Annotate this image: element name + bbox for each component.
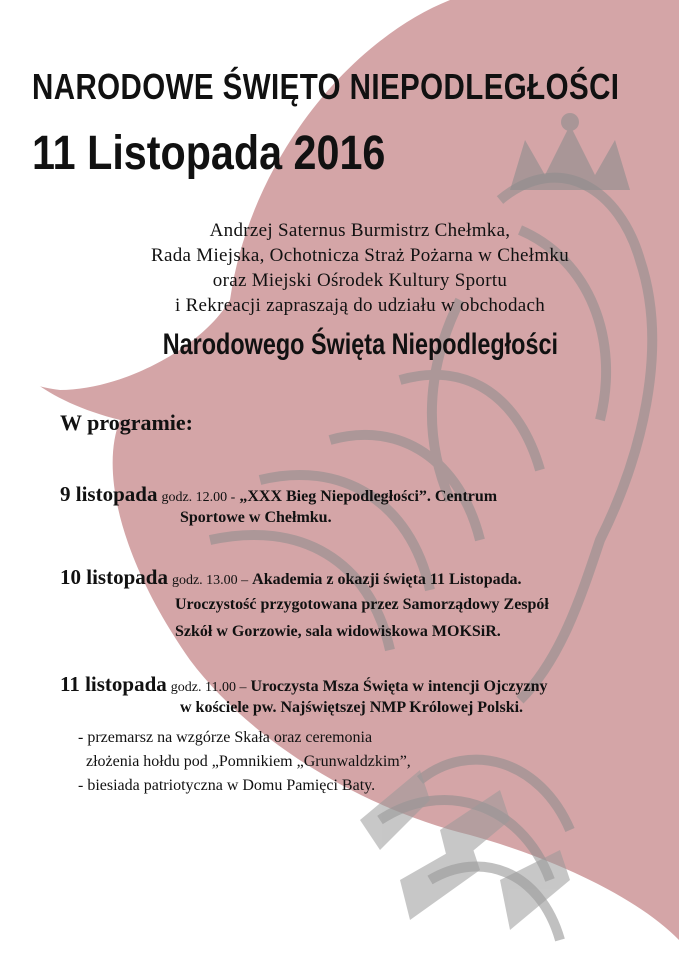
program-item-date: 10 listopada (60, 565, 168, 589)
intro-line: Rada Miejska, Ochotnicza Straż Pożarna w Chełmku (150, 245, 570, 266)
program-item-time: godz. 13.00 – (171, 573, 249, 588)
subitem: złożenia hołdu pod „Pomnikiem „Grunwaldzkim”, (86, 753, 411, 770)
program-item-continuation: w kościele pw. Najświętszej NMP Królowej Polski. (180, 699, 524, 716)
intro-line: Andrzej Saternus Burmistrz Chełmka, (209, 220, 511, 241)
program-item-date: 9 listopada (60, 482, 158, 506)
program-heading: W programie: (60, 410, 193, 435)
event-name (60, 328, 660, 362)
intro-line: oraz Miejski Ośrodek Kultury Sportu (212, 270, 508, 291)
program-item (60, 565, 660, 644)
program-item-continuation: Szkół w Gorzowie, sala widowiskowa MOKSiR. (175, 623, 501, 640)
program-item-time: godz. 12.00 - (161, 490, 236, 505)
subitem: - przemarsz na wzgórze Skała oraz ceremonia (78, 729, 373, 746)
program-item (60, 482, 660, 527)
program-item (60, 672, 660, 717)
program-item-date: 11 listopada (60, 672, 167, 696)
subitem: - biesiada patriotyczna w Domu Pamięci Baty. (78, 777, 376, 794)
program-item-time: godz. 11.00 – (170, 680, 247, 695)
event-name-text: Narodowego Święta Niepodległości (162, 328, 558, 361)
program-item-continuation: Uroczystość przygotowana przez Samorządowy Zespół (175, 596, 549, 613)
program-item-description: Uroczysta Msza Święta w intencji Ojczyzny (250, 678, 548, 695)
program-item-continuation: Sportowe w Chełmku. (180, 509, 332, 526)
program-subitems (78, 726, 411, 798)
program-item-description: Akademia z okazji święta 11 Listopada. (252, 571, 522, 588)
poster-title: NARODOWE ŚWIĘTO NIEPODLEGŁOŚCI (32, 66, 620, 107)
program-item-description: „XXX Bieg Niepodległości”. Centrum (239, 488, 498, 505)
invitation-text (60, 218, 660, 318)
intro-line: i Rekreacji zapraszają do udziału w obchodach (174, 295, 546, 316)
poster-date: 11 Listopada 2016 (32, 127, 386, 180)
